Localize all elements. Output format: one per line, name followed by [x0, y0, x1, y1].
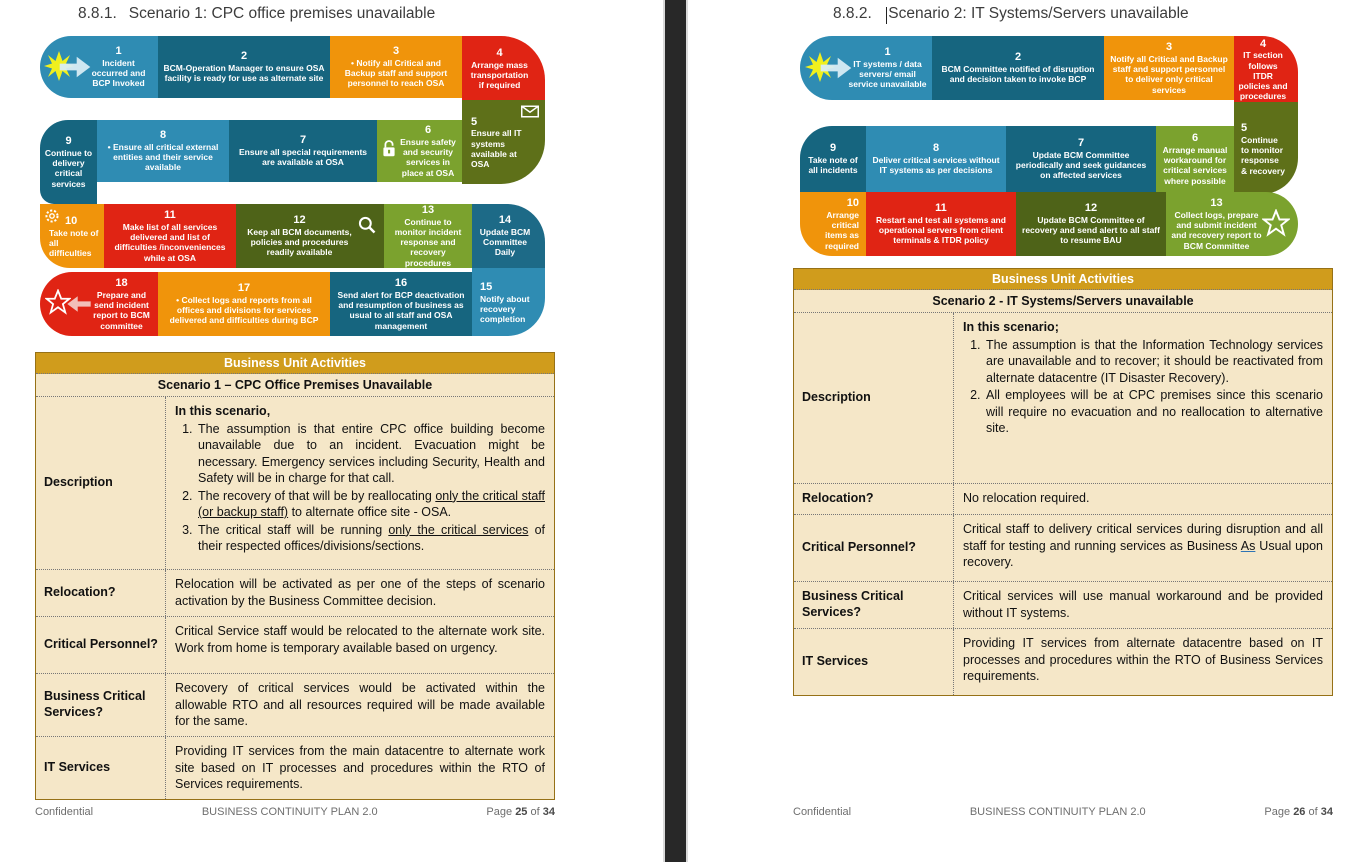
step-number: 12 — [1084, 202, 1098, 215]
flow-step-r8 — [866, 126, 1006, 192]
flow-step-r6 — [1156, 126, 1234, 192]
flow-step-3 — [330, 36, 462, 98]
step-number: 7 — [299, 134, 307, 147]
list-item: 2. All employees will be at CPC premises since this scenario will require no evacuation and no reallocation to alternative site. — [984, 387, 1323, 437]
doc-footer — [35, 806, 555, 818]
footer-page: Page 26 of 34 — [1264, 806, 1333, 818]
row-label: Relocation? — [794, 484, 954, 514]
flow-step-r5 — [1234, 102, 1298, 194]
flow-step-13 — [384, 204, 472, 268]
row-content — [954, 313, 1332, 483]
flow-step-17 — [158, 272, 330, 336]
star-icon — [1262, 209, 1290, 237]
row-label: Relocation? — [36, 570, 166, 616]
business-unit-table — [35, 352, 555, 800]
page-right — [688, 0, 1348, 868]
step-text: Ensure safety and security services in place at OSA — [400, 136, 456, 178]
step-text: Arrange mass transportation if required — [470, 60, 529, 91]
row-label: Description — [36, 397, 166, 569]
step-number: 18 — [115, 277, 128, 290]
step-number: 13 — [1210, 197, 1223, 210]
heading-title: Scenario 1: CPC office premises unavailable — [128, 5, 436, 22]
flow-step-7 — [229, 120, 377, 182]
list-item: 1. The assumption is that entire CPC office building become unavailable due to an incident. Evacuation might be necessary. Emergency services including Security, Health and Safety will be in charge for that call. — [196, 421, 545, 487]
step-text: Collect logs, prepare and submit incident and recovery report to BCM Committee — [1171, 209, 1262, 251]
step-text: Ensure all special requirements are available at OSA — [238, 147, 368, 168]
row-label: Description — [794, 313, 954, 483]
gear-icon — [44, 208, 60, 224]
star-icon — [45, 289, 71, 315]
footer-confidential: Confidential — [793, 806, 852, 818]
flow-step-15 — [472, 268, 545, 336]
step-text: • Collect logs and reports from all offices and divisions for services delivered and difficulties during BCP — [169, 295, 319, 326]
flow-step-6 — [377, 120, 462, 182]
step-text: Make list of all services delivered and list of difficulties /inconveniences while at OSA — [114, 221, 226, 263]
step-number: 17 — [237, 282, 251, 295]
step-number: 11 — [935, 202, 947, 215]
lock-icon — [381, 138, 397, 160]
flowchart-scenario1 — [40, 36, 545, 336]
flow-step-r9 — [800, 126, 866, 192]
description-list — [963, 337, 1323, 437]
step-number: 15 — [480, 281, 493, 294]
table-row-critical-personnel — [36, 617, 554, 674]
table-subheader: Scenario 1 – CPC Office Premises Unavailable — [36, 374, 554, 397]
step-number: 7 — [1077, 137, 1085, 150]
flow-step-12 — [236, 204, 384, 268]
heading-title: Scenario 2: IT Systems/Servers unavailable — [888, 5, 1189, 22]
footer-confidential: Confidential — [35, 806, 94, 818]
flow-step-2 — [158, 36, 330, 98]
list-item: 3. The critical staff will be running only the critical services of their respected offices/divisions/sections. — [196, 522, 545, 555]
row-content: Recovery of critical services would be activated within the allowable RTO and all resources required will be made available for the same. — [175, 681, 545, 728]
flow-step-r3 — [1104, 36, 1234, 100]
page-divider — [663, 0, 688, 862]
footer-page: Page 25 of 34 — [486, 806, 555, 818]
step-text: BCM Committee notified of disruption and decision taken to invoke BCP — [941, 64, 1095, 85]
step-number: 9 — [65, 135, 72, 148]
step-number: 4 — [1259, 37, 1267, 50]
footer-title: BUSINESS CONTINUITY PLAN 2.0 — [969, 806, 1146, 818]
list-item: 1. The assumption is that the Information Technology services are unavailable and to recover; it should be reactivated from alternate datacentre (IT Disaster Recovery). — [984, 337, 1323, 387]
row-label: Critical Personnel? — [36, 617, 166, 673]
step-text: Continue to monitor incident response and recovery procedures — [394, 216, 462, 268]
row-label: IT Services — [36, 737, 166, 799]
list-item: 2. The recovery of that will be by reallocating only the critical staff (or backup staff) to alternate office site - OSA. — [196, 488, 545, 521]
step-text: Ensure all IT systems available at OSA — [471, 128, 522, 169]
step-text: Continue to monitor response & recovery — [1241, 134, 1285, 176]
row-content: Providing IT services from the main datacentre to alternate work site based on IT processes and procedures within the RTO of Services requirements. — [175, 744, 545, 791]
step-text: Update BCM Committee Daily — [479, 227, 531, 258]
flow-step-8 — [97, 120, 229, 182]
step-number: 11 — [164, 209, 176, 222]
flow-step-r2 — [932, 36, 1104, 100]
row-content: Critical staff to delivery critical services during disruption and all staff for testing and running services as Business As Usual upon recovery. — [963, 522, 1323, 569]
step-text: Send alert for BCP deactivation and resumption of business as usual to all staff and OSA management — [337, 289, 465, 331]
step-number: 5 — [471, 115, 478, 128]
description-intro: In this scenario; — [963, 320, 1059, 334]
flow-step-5 — [462, 100, 545, 184]
description-intro: In this scenario, — [175, 404, 271, 418]
step-number: 9 — [829, 142, 837, 155]
step-number: 2 — [240, 50, 248, 63]
step-text: • Notify all Critical and Backup staff and support personnel to reach OSA — [344, 58, 448, 89]
step-number: 8 — [159, 129, 167, 142]
business-unit-table — [793, 268, 1333, 696]
heading-number: 8.8.1. — [78, 5, 117, 22]
row-content: No relocation required. — [963, 491, 1090, 505]
row-content — [166, 397, 554, 569]
table-row-critical-personnel — [794, 515, 1332, 582]
magnifier-icon — [357, 215, 377, 235]
step-text: Notify about recovery completion — [480, 294, 530, 325]
step-number: 8 — [932, 142, 940, 155]
table-row-description — [36, 397, 554, 570]
row-content: Critical services will use manual workaround and be provided without IT systems. — [963, 589, 1323, 620]
step-number: 6 — [424, 124, 432, 137]
table-row-business-critical — [36, 674, 554, 737]
description-list — [175, 421, 545, 555]
flow-step-r7 — [1006, 126, 1156, 192]
step-number: 12 — [293, 214, 306, 227]
flow-step-r10 — [800, 192, 866, 256]
row-label: Business Critical Services? — [794, 582, 954, 628]
table-row-relocation — [36, 570, 554, 617]
step-text: IT systems / data servers/ email service unavailable — [848, 59, 927, 90]
step-text: Continue to delivery critical services — [44, 147, 93, 189]
arrow-left-icon — [66, 292, 92, 316]
step-text: Notify all Critical and Backup staff and support personnel to deliver only critical services — [1110, 53, 1228, 95]
page-left — [0, 0, 660, 868]
step-number: 2 — [1014, 51, 1022, 64]
step-text: Incident occurred and BCP Invoked — [91, 58, 146, 89]
flow-step-r11 — [866, 192, 1016, 256]
section-heading — [833, 5, 1189, 23]
table-row-business-critical — [794, 582, 1332, 629]
row-content: Relocation will be activated as per one of the steps of scenario activation by the Business Committee decision. — [175, 577, 545, 608]
step-text: Deliver critical services without IT systems as per decisions — [872, 155, 1000, 176]
step-text: Restart and test all systems and operational servers from client terminals & ITDR policy — [876, 215, 1006, 246]
footer-title: BUSINESS CONTINUITY PLAN 2.0 — [201, 806, 378, 818]
row-content: Providing IT services from alternate datacentre based on IT processes and procedures within the RTO of Business Services requirements. — [963, 636, 1323, 683]
table-header: Business Unit Activities — [36, 353, 554, 374]
step-number: 13 — [421, 204, 435, 217]
flow-step-r13 — [1166, 192, 1298, 256]
step-text: BCM-Operation Manager to ensure OSA facility is ready for use as alternate site — [163, 63, 325, 84]
step-text: Take note of all incidents — [808, 155, 858, 176]
step-text: Arrange manual workaround for critical services where possible — [1162, 144, 1228, 186]
row-label: Critical Personnel? — [794, 515, 954, 581]
table-row-it-services — [794, 629, 1332, 695]
flow-step-4 — [462, 36, 545, 100]
step-number: 10 — [65, 214, 78, 227]
step-text: Keep all BCM documents, policies and procedures readily available — [247, 227, 352, 258]
flow-step-9 — [40, 120, 97, 204]
step-text: Update BCM Committee of recovery and send alert to all staff to resume BAU — [1022, 215, 1160, 246]
step-number: 1 — [115, 45, 122, 58]
step-text: Update BCM Committee periodically and seek guidances on affected services — [1015, 150, 1147, 181]
table-header: Business Unit Activities — [794, 269, 1332, 290]
table-row-it-services — [36, 737, 554, 799]
starburst-icon — [804, 51, 836, 83]
flow-step-18 — [40, 272, 158, 336]
flow-step-16 — [330, 272, 472, 336]
heading-number: 8.8.2. — [833, 5, 872, 22]
step-text: Take note of all difficulties — [49, 227, 99, 258]
flow-step-r4 — [1234, 36, 1298, 102]
flow-step-r1 — [800, 36, 932, 100]
step-number: 14 — [498, 214, 512, 227]
step-number: 5 — [1241, 122, 1248, 135]
step-number: 10 — [846, 197, 859, 210]
step-text: Prepare and send incident report to BCM committee — [93, 289, 150, 331]
flowchart-scenario2 — [800, 36, 1298, 258]
step-number: 16 — [394, 277, 408, 290]
table-row-description — [794, 313, 1332, 484]
flow-step-r12 — [1016, 192, 1166, 256]
step-text: IT section follows ITDR policies and procedures — [1238, 50, 1288, 102]
step-text: Arrange critical items as required — [824, 209, 859, 251]
row-label: Business Critical Services? — [36, 674, 166, 736]
row-label: IT Services — [794, 629, 954, 695]
flow-step-1 — [40, 36, 158, 98]
table-row-relocation — [794, 484, 1332, 515]
flow-step-14 — [472, 204, 545, 268]
step-number: 4 — [496, 47, 503, 60]
starburst-icon — [43, 50, 75, 82]
step-number: 3 — [1165, 41, 1173, 54]
flow-step-11 — [104, 204, 236, 268]
flow-step-10 — [40, 204, 104, 268]
step-text: • Ensure all critical external entities and their service available — [107, 142, 219, 173]
step-number: 1 — [884, 46, 891, 59]
envelope-icon — [521, 105, 539, 118]
row-content: Critical Service staff would be relocated to the alternate work site. Work from home is temporary available based on urgency. — [175, 624, 545, 655]
doc-footer — [793, 806, 1333, 818]
step-number: 6 — [1191, 132, 1199, 145]
section-heading — [78, 5, 435, 23]
step-number: 3 — [392, 45, 400, 58]
table-subheader: Scenario 2 - IT Systems/Servers unavailable — [794, 290, 1332, 313]
